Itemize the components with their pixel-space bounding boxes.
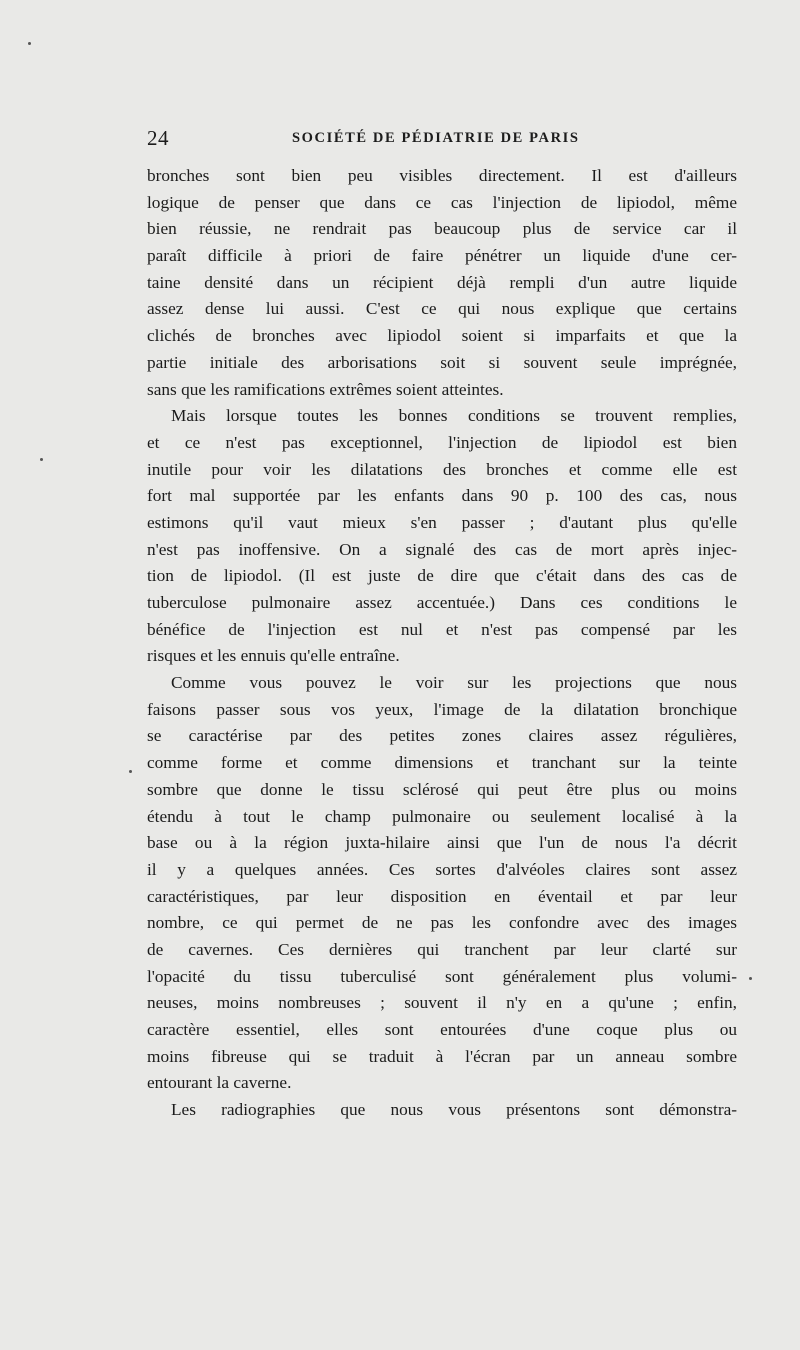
text-line: logique de penser que dans ce cas l'injection de lipiodol, même xyxy=(147,192,737,212)
text-line: l'opacité du tissu tuberculisé sont généralement plus volumi- xyxy=(147,966,737,986)
text-line: tuberculose pulmonaire assez accentuée.) Dans ces conditions le xyxy=(147,593,737,612)
text-line: étendu à tout le champ pulmonaire ou seulement localisé à la xyxy=(147,806,737,826)
text-line: faisons passer sous vos yeux, l'image de la dilatation bronchique xyxy=(147,699,737,719)
text-line: paraît difficile à priori de faire pénétrer un liquide d'une cer- xyxy=(147,246,737,266)
text-line: bronches sont bien peu visibles directement. Il est d'ailleurs xyxy=(147,166,737,185)
text-line: base ou à la région juxta-hilaire ainsi que l'un de nous l'a décrit xyxy=(147,833,737,853)
text-line: de cavernes. Ces dernières qui tranchent par leur clarté sur xyxy=(147,939,737,959)
journal-title: SOCIÉTÉ DE PÉDIATRIE DE PARIS xyxy=(292,130,580,146)
scan-speck xyxy=(28,42,31,45)
text-line: bien réussie, ne rendrait pas beaucoup plus de service car il xyxy=(147,219,737,239)
text-line: taine densité dans un récipient déjà rempli d'un autre liquide xyxy=(147,272,737,292)
text-line: clichés de bronches avec lipiodol soient si imparfaits et que la xyxy=(147,326,737,346)
text-line: il y a quelques années. Ces sortes d'alvéoles claires sont assez xyxy=(147,859,737,879)
paragraph-start-line: Mais lorsque toutes les bonnes conditions se trouvent remplies, xyxy=(171,406,737,426)
text-line: sombre que donne le tissu sclérosé qui peut être plus ou moins xyxy=(147,779,737,799)
text-line: assez dense lui aussi. C'est ce qui nous explique que certains xyxy=(147,299,737,319)
text-line: moins fibreuse qui se traduit à l'écran par un anneau sombre xyxy=(147,1046,737,1066)
running-head xyxy=(147,126,737,152)
scan-speck xyxy=(749,977,752,980)
scan-speck xyxy=(40,458,43,461)
page-number: 24 xyxy=(147,126,169,150)
text-line: se caractérise par des petites zones claires assez régulières, xyxy=(147,726,737,746)
text-line: comme forme et comme dimensions et tranchant sur la teinte xyxy=(147,753,737,773)
text-line: estimons qu'il vaut mieux s'en passer ; d'autant plus qu'elle xyxy=(147,512,737,532)
text-line: caractéristiques, par leur disposition en éventail et par leur xyxy=(147,886,737,906)
text-line: tion de lipiodol. (Il est juste de dire que c'était dans des cas de xyxy=(147,566,737,586)
paragraph-start-line: Les radiographies que nous vous présentons sont démonstra- xyxy=(171,1100,737,1120)
text-line: bénéfice de l'injection est nul et n'est pas compensé par les xyxy=(147,619,737,639)
text-line: fort mal supportée par les enfants dans 90 p. 100 des cas, nous xyxy=(147,486,737,506)
text-line: neuses, moins nombreuses ; souvent il n'y en a qu'une ; enfin, xyxy=(147,993,737,1013)
text-line: caractère essentiel, elles sont entourées d'une coque plus ou xyxy=(147,1020,737,1039)
text-line: n'est pas inoffensive. On a signalé des cas de mort après injec- xyxy=(147,539,737,559)
text-line: partie initiale des arborisations soit si souvent seule imprégnée, xyxy=(147,352,737,372)
text-line: et ce n'est pas exceptionnel, l'injection de lipiodol est bien xyxy=(147,432,737,452)
paragraph-start-line: Comme vous pouvez le voir sur les projections que nous xyxy=(171,673,737,693)
scan-speck xyxy=(129,770,132,773)
text-line: sans que les ramifications extrêmes soient atteintes. xyxy=(147,379,504,399)
text-line: nombre, ce qui permet de ne pas les confondre avec des images xyxy=(147,913,737,933)
body-text xyxy=(147,163,737,1124)
text-line: risques et les ennuis qu'elle entraîne. xyxy=(147,646,400,666)
text-line: entourant la caverne. xyxy=(147,1073,292,1093)
text-line: inutile pour voir les dilatations des bronches et comme elle est xyxy=(147,459,737,479)
